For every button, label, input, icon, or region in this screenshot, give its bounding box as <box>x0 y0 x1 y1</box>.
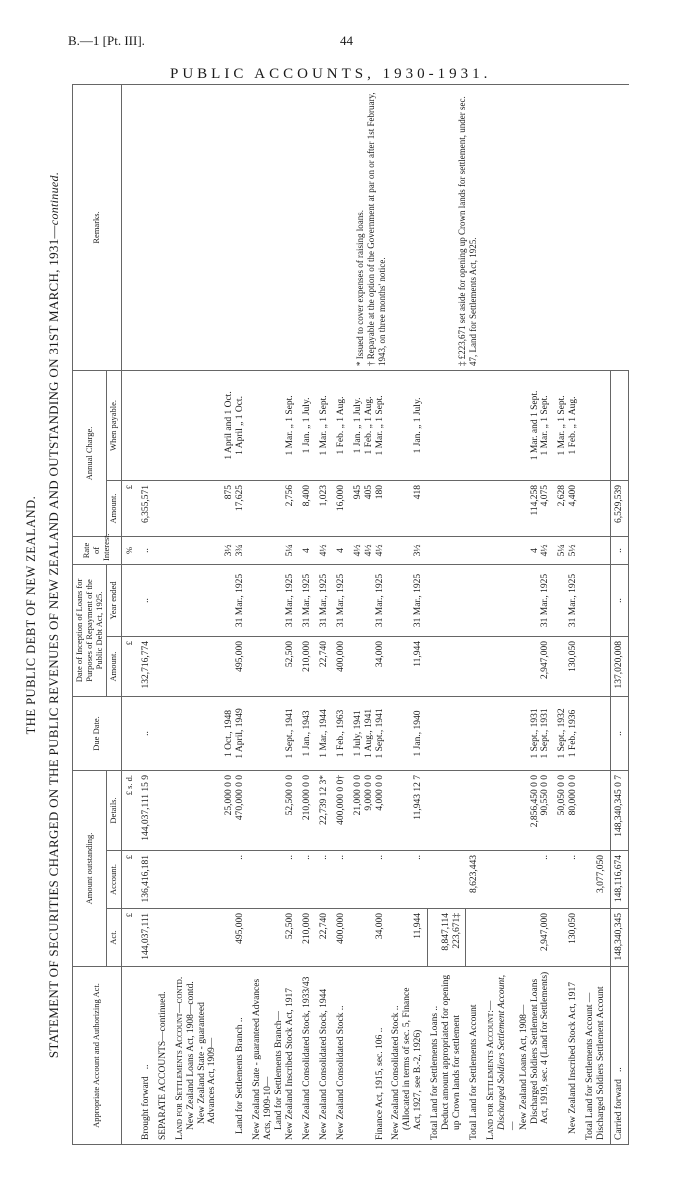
col-ac-amount: Amount. <box>107 480 122 536</box>
remark-issued: * Issued to cover expenses of raising loans. <box>355 209 366 366</box>
col-account-amount: Account. <box>107 851 122 909</box>
col-inception: Date of Inception of Loans for Purposes of Repayment of the Public Debt Act, 1925. <box>73 564 107 696</box>
table-row: New Zealand Consolidated Stock .. 400,000 .. 400,000 0 0† 1 Feb., 1963 400,000 31 Mar., 1925 4 16,000 1 Feb. „ 1 Aug. <box>333 84 350 1144</box>
remark-set-aside: ‡ £223,671 set aside for opening up Crown lands for settlement, under sec. 47, Land for Settlements Act, 1925. <box>457 96 479 366</box>
col-when-payable: When payable. <box>107 370 122 480</box>
table-row: New Zealand Consolidated Stock, 1933/43 210,000 .. 210,000 0 0 1 Jan., 1943 210,000 31 Mar., 1925 4 8,400 1 Jan. „ 1 July. <box>299 84 316 1144</box>
remark-repayable: † Repayable at the option of the Government at par on or after 1st February, 1943, on three months' notice. <box>365 92 387 366</box>
col-account: Appropriate Account and Authorizing Act. <box>73 967 122 1145</box>
statement-title: STATEMENT OF SECURITIES CHARGED ON THE PUBLIC REVENUES OF NEW ZEALAND AND OUTSTANDING ON 31ST MARCH, 1931—continued. <box>46 171 61 1059</box>
total-row: Total Land for Settlements Account 8,623,443 <box>466 84 483 1144</box>
report-code: B.—1 [Pt. III]. <box>68 33 145 48</box>
remarks-cell <box>122 84 629 370</box>
col-annual-charge: Annual Charge. <box>73 370 107 536</box>
table-row: Land for Settlements Branch .. 495,000 .. 25,000 0 0 470,000 0 0 1 Oct., 1948 1 April, 1949 495,000 31 Mar., 1925 3½ 3¾ 875 17,625 1 April and 1 Oct. 1 April „ 1 Oct. <box>221 84 249 1144</box>
table-row: New Zealand Consolidated Stock .. (Allocated in terms of sec. 5, Finance Act, 1927, see B.-2, 1926) 11,944 .. 11,943 12 7 1 Jan., 1940 11,944 31 Mar., 1925 3½ 418 1 Jan. „ 1 July. <box>388 84 427 1144</box>
col-due-date: Due Date. <box>73 696 122 770</box>
col-inc-amount: Amount. <box>107 636 122 696</box>
table-row: New Zealand Consolidated Stock, 1944 22,740 .. 22,739 12 3* 1 Mar., 1944 22,740 31 Mar., 1925 4½ 1,023 1 Mar. „ 1 Sept. <box>316 84 333 1144</box>
col-amount-outstanding: Amount outstanding. <box>73 770 107 966</box>
document-title: THE PUBLIC DEBT OF NEW ZEALAND. <box>24 495 38 735</box>
table-row: Brought forward .. 144,037,111 136,416,181 144,037,111 15 9 .. 132,716,774 .. .. 6,355,571 <box>138 84 155 1144</box>
col-remarks: Remarks. <box>73 84 122 370</box>
total-row: Total Land for Settlements Account — Discharged Soldiers Settlement Account 3,077,050 <box>582 84 610 1144</box>
table-row: New Zealand Inscribed Stock Act, 1917 130,050 .. 50,050 0 0 80,000 0 0 1 Sept., 1932 1 Feb., 1936 130,050 31 Mar., 1925 5¼ 5½ 2,628 4,400 1 Mar. „ 1 Sept. 1 Feb. „ 1 Aug. <box>554 84 582 1144</box>
subtotal-row: Total Land for Settlements Loans .. Deduct amount appropriated for opening up Crown lands for settlement 8,847,114 223,671‡ <box>427 84 466 1144</box>
col-act: Act. <box>107 909 122 967</box>
securities-table <box>72 84 629 1145</box>
carried-forward-row: Carried forward .. 148,340,345 148,116,674 148,340,345 0 7 .. 137,020,008 .. .. 6,529,539 <box>611 84 629 1144</box>
rotated-table-sheet <box>20 85 670 1145</box>
table-row: New Zealand State - guaranteed Advances Acts, 1909-10— Land for Settlements Branch— New Zealand Inscribed Stock Act, 1917 52,500 .. 52,500 0 0 1 Sept., 1941 52,500 31 Mar., 1925 5¼ 2,756 1 Mar. „ 1 Sept. <box>249 84 299 1144</box>
col-details: Details. <box>107 770 122 850</box>
table-row: Land for Settlements Account—contd. New Zealand Loans Act, 1908—contd. New Zealand State - guaranteed Advances Act, 1909— <box>172 84 222 1144</box>
table-row: Land for Settlements Account:— Discharged Soldiers Settlement Account,— New Zealand Loans Act, 1908— Discharged Soldiers Settlement Loans Act, 1919, sec. 4 (Land for Settlements) 2,947,000 .. 2,856,450 0 0 90,550 0 0 1 Sept., 1931 1 Sept., 1931 2,947,000 31 Mar., 1925 4 4½ 114,258 4,075 1 Mar. and 1 Sept. 1 Mar. „ 1 Sept. <box>483 84 555 1144</box>
units-row: £ £ £ s. d. £ % £ * Issued to cover expenses of raising loans. † Repayable at the option of the Government at par on or after 1st February, 1943, on three months' notice. ‡ £223,671 set aside for opening up Crown lands for settlement, under sec. 47, Land for Settlements Act, 1925. <box>122 84 138 1144</box>
table-row: Finance Act, 1915, sec. 106 .. 34,000 .. 21,000 0 0 9,000 0 0 4,000 0 0 1 July, 1941 1 Aug., 1941 1 Sept., 1941 34,000 31 Mar., 1925 4½ 4½ 4½ 945 405 180 1 Jan. „ 1 July. 1 Feb. „ 1 Aug. 1 Mar. „ 1 Sept. <box>350 84 389 1144</box>
page-number: 44 <box>340 33 353 48</box>
col-inc-year: Year ended <box>107 564 122 636</box>
publication-title: PUBLIC ACCOUNTS, 1930-1931. <box>170 66 492 82</box>
section-heading: SEPARATE ACCOUNTS—continued. <box>155 84 172 1144</box>
col-rate: Rate of Interest. <box>73 536 122 564</box>
